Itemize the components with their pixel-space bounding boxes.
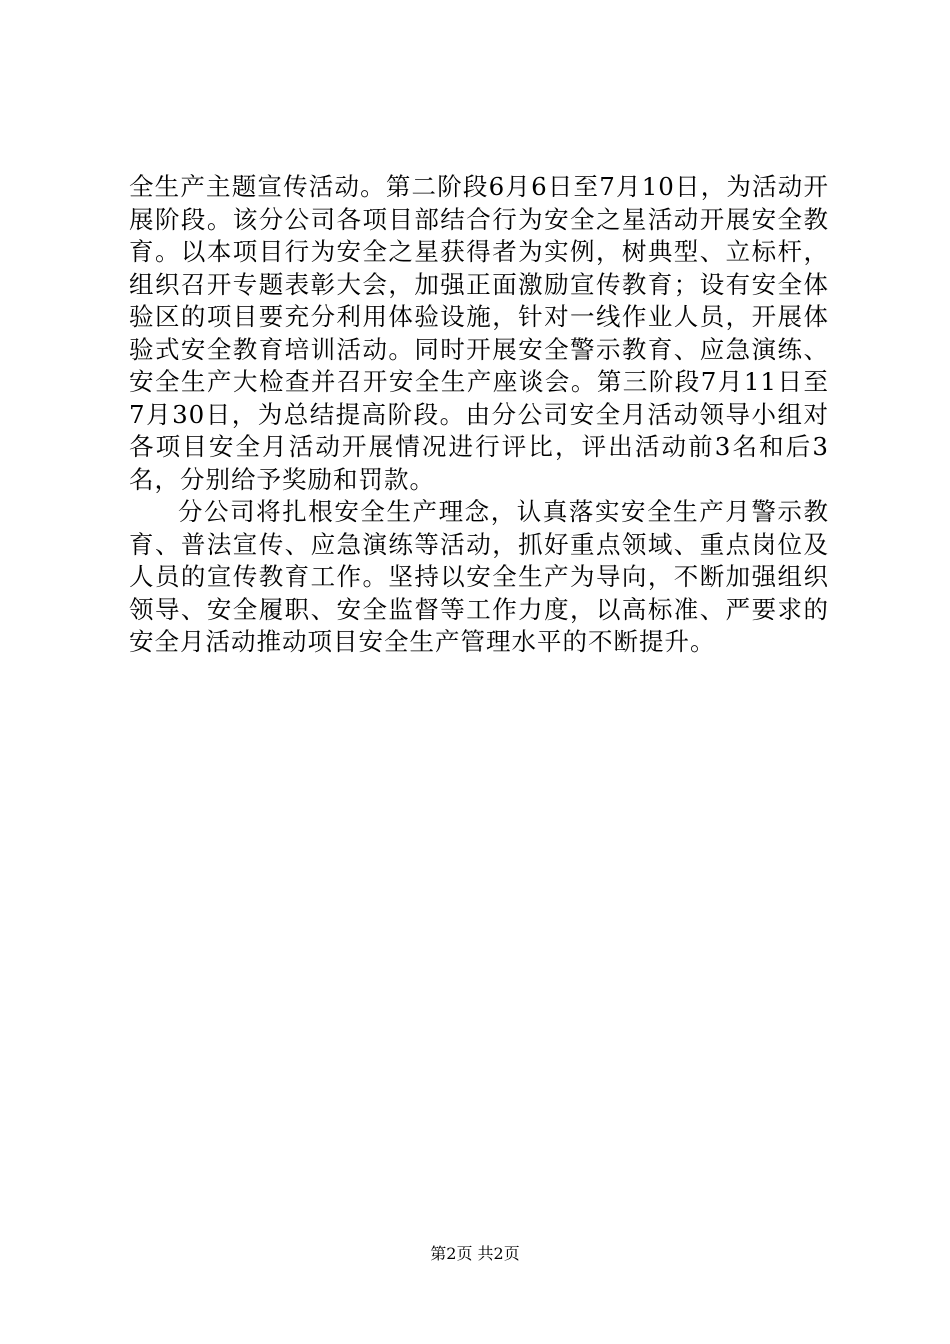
paragraph-conclusion: 分公司将扎根安全生产理念，认真落实安全生产月警示教育、普法宣传、应急演练等活动，抓好重点领域、重点岗位及人员的宣传教育工作。坚持以安全生产为导向，不断加强组织领导、安全履职、安全监督等工作力度，以高标准、严要求的安全月活动推动项目安全生产管理水平的不断提升。 bbox=[129, 497, 829, 656]
document-body bbox=[129, 171, 829, 659]
page-footer: 第2页 共2页 bbox=[430, 1244, 520, 1263]
paragraph-activity-phases: 全生产主题宣传活动。第二阶段6月6日至7月10日，为活动开展阶段。该分公司各项目部结合行为安全之星活动开展安全教育。以本项目行为安全之星获得者为实例，树典型、立标杆，组织召开专题表彰大会，加强正面激励宣传教育；设有安全体验区的项目要充分利用体验设施，针对一线作业人员，开展体验式安全教育培训活动。同时开展安全警示教育、应急演练、安全生产大检查并召开安全生产座谈会。第三阶段7月11日至7月30日，为总结提高阶段。由分公司安全月活动领导小组对各项目安全月活动开展情况进行评比，评出活动前3名和后3名，分别给予奖励和罚款。 bbox=[129, 172, 829, 494]
